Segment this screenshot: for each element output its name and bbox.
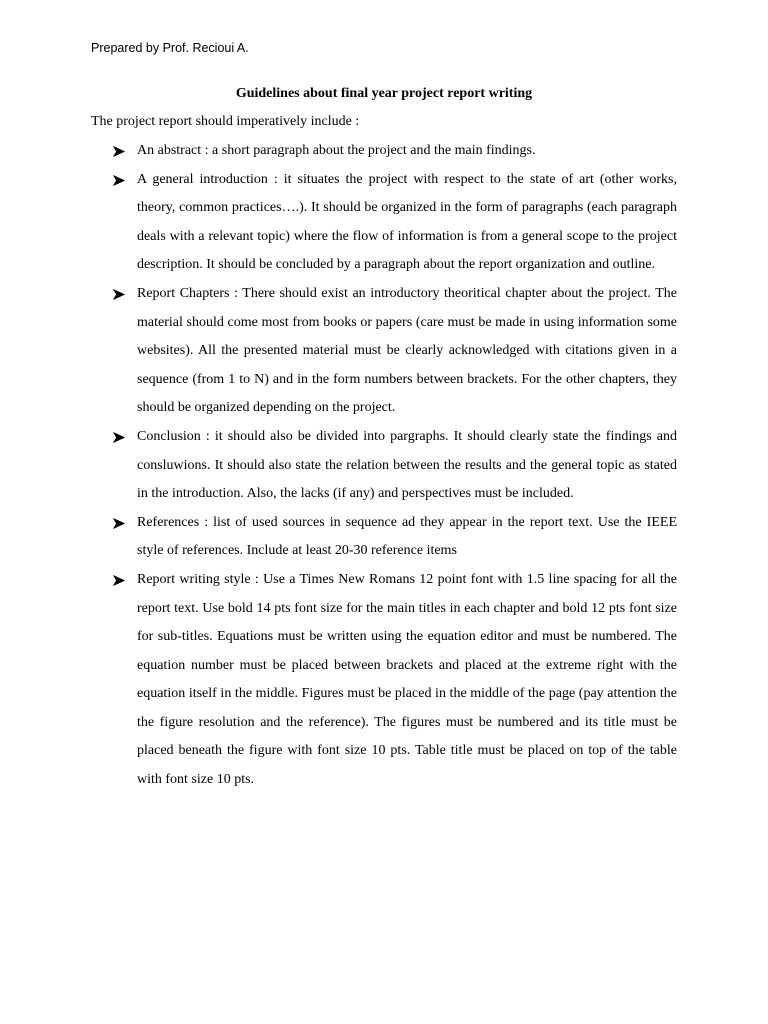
arrowhead-bullet-icon [113, 518, 125, 529]
arrowhead-bullet-icon [113, 289, 125, 300]
bullet-item-references [91, 509, 677, 566]
document-title: Guidelines about final year project report writing [235, 86, 533, 101]
arrowhead-bullet-icon [113, 432, 125, 443]
bullet-text: Report Chapters : There should exist an introductory theoritical chapter about the project. The material should come most from books or papers (care must be made in using information some websites). All the presented material must be clearly acknowledged with citations given in a sequence (from 1 to N) and in the form numbers between brackets. For the other chapters, they should be organized depending on the project. [137, 285, 677, 416]
intro-text: The project report should imperatively include : [91, 114, 360, 129]
bullet-text: Conclusion : it should also be divided into pargraphs. It should clearly state the findings and consluwions. It should also state the relation between the results and the general topic as stated in the introduction. Also, the lacks (if any) and perspectives must be included. [137, 428, 677, 502]
arrowhead-bullet-icon [113, 575, 125, 586]
bullet-item-abstract [91, 137, 677, 166]
bullet-item-introduction [91, 166, 677, 280]
bullet-text: An abstract : a short paragraph about the project and the main findings. [137, 143, 536, 158]
arrowhead-bullet-icon [113, 146, 125, 157]
bullet-list [91, 137, 677, 795]
bullet-text: Report writing style : Use a Times New Romans 12 point font with 1.5 line spacing for all the report text. Use bold 14 pts font size for the main titles in each chapter and bold 12 pts font size for sub-titles. Equations must be written using the equation editor and must be numbered. The equation number must be placed between brackets and placed at the extreme right with the equation itself in the middle. Figures must be placed in the middle of the page (pay attention the the figure resolution and the reference). The figures must be numbered and its title must be placed beneath the figure with font size 10 pts. Table title must be placed on top of the table with font size 10 pts. [137, 571, 677, 788]
bullet-text: References : list of used sources in sequence ad they appear in the report text. Use the IEEE style of references. Include at least 20-30 reference items [137, 514, 677, 559]
bullet-text: A general introduction : it situates the project with respect to the state of art (other works, theory, common practices….). It should be organized in the form of paragraphs (each paragraph deals with a relevant topic) where the flow of information is from a general scope to the project description. It should be concluded by a paragraph about the report organization and outline. [137, 171, 677, 273]
bullet-item-conclusion [91, 423, 677, 509]
header-prepared-by: Prepared by Prof. Recioui A. [91, 41, 249, 55]
arrowhead-bullet-icon [113, 175, 125, 186]
bullet-item-writing-style [91, 566, 677, 795]
bullet-item-chapters [91, 280, 677, 423]
